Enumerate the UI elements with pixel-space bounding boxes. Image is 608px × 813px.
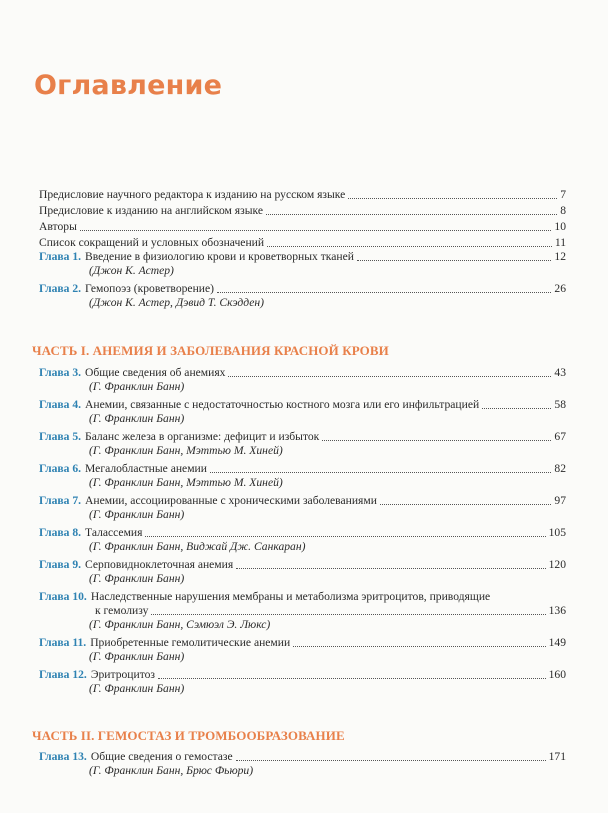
part2-chapters [39,750,566,778]
entry-page: 105 [548,526,566,539]
toc-entry[interactable] [39,604,566,618]
entry-title: Авторы [39,220,77,233]
entry-page: 171 [548,750,566,763]
part-heading: ЧАСТЬ II. ГЕМОСТАЗ И ТРОМБООБРАЗОВАНИЕ [32,728,345,743]
entry-page: 7 [560,188,566,201]
entry-title: Общие сведения об анемиях [85,366,226,379]
dot-leader [322,439,551,441]
toc-chapter [39,526,566,554]
entry-page: 11 [554,236,566,249]
chapter-label: Глава 10. [39,590,87,603]
chapter-author: (Г. Франклин Банн) [89,650,185,663]
entry-page: 120 [548,558,566,571]
chapter-label: Глава 13. [39,750,87,763]
chapter-label: Глава 11. [39,636,87,649]
dot-leader [151,613,545,615]
entry-title: Приобретенные гемолитические анемии [90,636,291,649]
toc-chapter [39,636,566,664]
chapter-label: Глава 2. [39,282,82,295]
chapter-label: Глава 12. [39,668,87,681]
toc-entry[interactable] [39,750,566,764]
dot-leader [145,535,545,537]
chapter-author: (Г. Франклин Банн) [89,682,185,695]
chapter-label: Глава 7. [39,494,82,507]
entry-title: Эритроцитоз [90,668,155,681]
front-matter-list [39,188,566,250]
entry-title: Анемии, ассоциированные с хроническими заболеваниями [85,494,377,507]
dot-leader [266,213,557,215]
chapter-author: (Джон К. Астер, Дэвид Т. Скэдден) [89,296,265,309]
chapter-author: (Г. Франклин Банн, Мэттью М. Хиней) [89,444,283,457]
toc-entry[interactable] [39,366,566,380]
entry-title-line1: Наследственные нарушения мембраны и метаболизма эритроцитов, приводящие [90,590,491,603]
entry-title: к гемолизу [95,604,149,617]
chapter-author: (Г. Франклин Банн) [89,572,185,585]
part-heading: ЧАСТЬ I. АНЕМИЯ И ЗАБОЛЕВАНИЯ КРАСНОЙ КРОВИ [32,343,389,358]
page-title: Оглавление [34,70,223,101]
entry-page: 82 [554,462,566,475]
dot-leader [482,407,551,409]
chapter-label: Глава 4. [39,398,82,411]
dot-leader [210,471,551,473]
entry-page: 26 [554,282,566,295]
entry-title: Мегалобластные анемии [85,462,207,475]
entry-page: 10 [554,220,566,233]
toc-chapter [39,462,566,490]
toc-entry[interactable] [39,668,566,682]
toc-entry[interactable] [39,526,566,540]
entry-page: 12 [554,250,566,263]
toc-entry[interactable] [39,636,566,650]
entry-page: 67 [554,430,566,443]
entry-title: Предисловие научного редактора к изданию на русском языке [39,188,346,201]
toc-entry[interactable] [39,220,566,234]
entry-page: 8 [560,204,566,217]
entry-title: Анемии, связанные с недостаточностью костного мозга или его инфильтрацией [85,398,480,411]
dot-leader [236,759,546,761]
entry-title: Введение в физиологию крови и кроветворных тканей [85,250,354,263]
chapter-author: (Г. Франклин Банн) [89,508,185,521]
toc-chapter [39,366,566,394]
toc-chapter [39,398,566,426]
dot-leader [236,567,545,569]
toc-entry-line1[interactable] [39,590,566,604]
entry-page: 43 [554,366,566,379]
chapter-label: Глава 5. [39,430,82,443]
chapter-label: Глава 1. [39,250,82,263]
chapter-author: (Г. Франклин Банн) [89,412,185,425]
dot-leader [228,375,551,377]
chapter-author: (Г. Франклин Банн, Сэмюэл Э. Люкс) [89,618,271,631]
toc-entry[interactable] [39,558,566,572]
chapter-label: Глава 8. [39,526,82,539]
toc-entry[interactable] [39,462,566,476]
chapter-author: (Г. Франклин Банн, Мэттью М. Хиней) [89,476,283,489]
entry-title: Баланс железа в организме: дефицит и избыток [85,430,320,443]
dot-leader [158,677,546,679]
entry-title: Список сокращений и условных обозначений [39,236,265,249]
toc-entry[interactable] [39,236,566,250]
toc-chapter [39,590,566,632]
toc-chapter [39,494,566,522]
toc-entry[interactable] [39,430,566,444]
chapter-author: (Г. Франклин Банн, Брюс Фьюри) [89,764,254,777]
entry-page: 149 [548,636,566,649]
dot-leader [348,197,557,199]
chapter-label: Глава 9. [39,558,82,571]
dot-leader [293,645,545,647]
toc-entry[interactable] [39,204,566,218]
entry-title: Гемопоэз (кроветворение) [85,282,214,295]
chapter-author: (Джон К. Астер) [89,264,174,277]
chapter-label: Глава 6. [39,462,82,475]
chapter-author: (Г. Франклин Банн) [89,380,185,393]
dot-leader [357,259,551,261]
dot-leader [217,291,551,293]
toc-chapter [39,558,566,586]
toc-entry[interactable] [39,282,566,296]
dot-leader [267,245,552,247]
toc-entry[interactable] [39,494,566,508]
entry-page: 136 [548,604,566,617]
toc-chapter [39,430,566,458]
entry-title: Общие сведения о гемостазе [90,750,233,763]
entry-page: 97 [554,494,566,507]
entry-title: Серповидноклеточная анемия [85,558,234,571]
dot-leader [380,503,551,505]
entry-page: 58 [554,398,566,411]
entry-page: 160 [548,668,566,681]
entry-title: Талассемия [85,526,143,539]
toc-chapter [39,668,566,696]
toc-entry[interactable] [39,188,566,202]
intro-chapters [39,250,566,310]
entry-title: Предисловие к изданию на английском языке [39,204,263,217]
toc-entry[interactable] [39,250,566,264]
chapter-label: Глава 3. [39,366,82,379]
toc-entry[interactable] [39,398,566,412]
part1-chapters [39,366,566,696]
chapter-author: (Г. Франклин Банн, Виджай Дж. Санкаран) [89,540,306,553]
dot-leader [80,229,552,231]
